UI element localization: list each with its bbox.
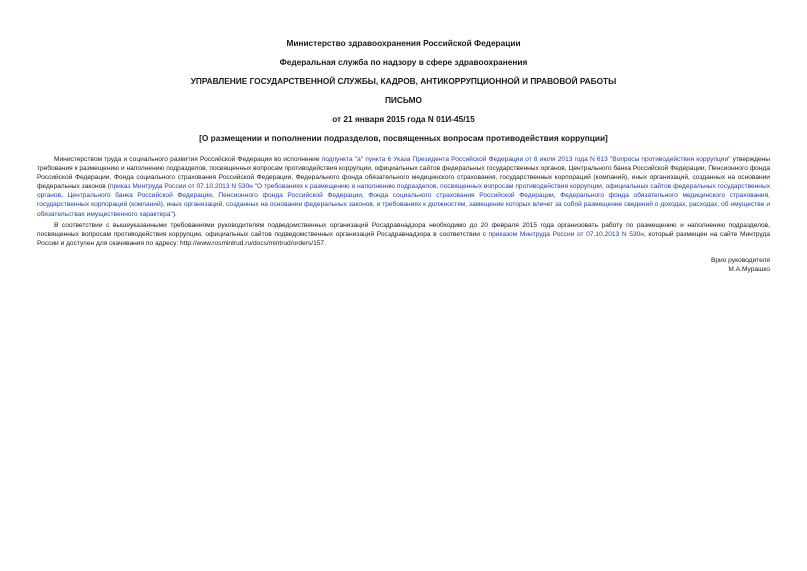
paragraph-2-text-1: В соответствии с вышеуказанными требованиями руководителям подведомственных организаций Росздравнадзора необходимо до 20 февраля 2015 года организовать работу по размещению и наполнению подразделов, посвященных вопросам противодействия коррупции, официальных сайтов подведомственных организаций Росздравнадзора в соответствии с [37,221,770,238]
paragraph-1-text-2: утверждены требования к размещению и наполнению подразделов, посвященных вопросам противодействия коррупции, официальных сайтов федеральных государственных органов, Центрального банка Российской Федерации, Пенсионного фонда Российской Федерации, Фонда социального страхования Российской Федерации, Федерального фонда обязательного медицинского страхования, государственных корпораций (компаний), иных организаций, созданных на основании федеральных законов ( [37,156,770,191]
document-date-number: от 21 января 2015 года N 01И-45/15 [332,114,475,124]
order-530n-link[interactable]: приказом Минтруда России от 07.10.2013 N 530н [488,230,644,238]
document-subject: [О размещении и пополнении подразделов, посвященных вопросам противодействия коррупции] [199,133,608,143]
paragraph-1 [37,155,770,219]
signatory-name: М.А.Мурашко [728,266,770,274]
order-530n-full-link[interactable]: приказ Минтруда России от 07.10.2013 N 530н "О требованиях к размещению и наполнению подразделов, посвященных вопросам противодействия коррупции, официальных сайтов федеральных государственных органов, Центрального банка Российской Федерации, Пенсионного фонда Российской Федерации, Фонда социального страхования Российской Федерации, Федерального фонда обязательного медицинского страхования, государственных корпораций (компаний), иных организаций, созданных на основании федеральных законов, и требованиях к должностям, замещение которых влечет за собой размещение сведений о доходах, расходах, об имуществе и обязательствах имущественного характера" [37,183,770,218]
paragraph-2 [37,221,770,248]
paragraph-1-text-3: ). [172,210,177,218]
paragraph-2-text-2: , который размещен на сайте Минтруда России и доступен для скачивания по адресу: http://www.rosmintrud.ru/docs/mintrud/orders/157. [37,230,770,247]
department-name: УПРАВЛЕНИЕ ГОСУДАРСТВЕННОЙ СЛУЖБЫ, КАДРОВ, АНТИКОРРУПЦИОННОЙ И ПРАВОВОЙ РАБОТЫ [190,76,617,86]
document-body [37,155,770,248]
signatory-position: Врио руководителя [710,256,770,264]
paragraph-1-text-1: Министерством труда и социального развития Российской Федерации во исполнение [54,156,322,163]
service-name: Федеральная служба по надзору в сфере здравоохранения [279,57,528,67]
ministry-name: Министерство здравоохранения Российской Федерации [286,38,521,48]
document-type: ПИСЬМО [384,95,423,105]
decree-613-link[interactable]: подпункта "а" пункта 6 Указа Президента Российской Федерации от 8 июля 2013 года N 613 "Вопросы противодействия коррупции" [321,156,731,163]
signature-block [37,256,770,275]
